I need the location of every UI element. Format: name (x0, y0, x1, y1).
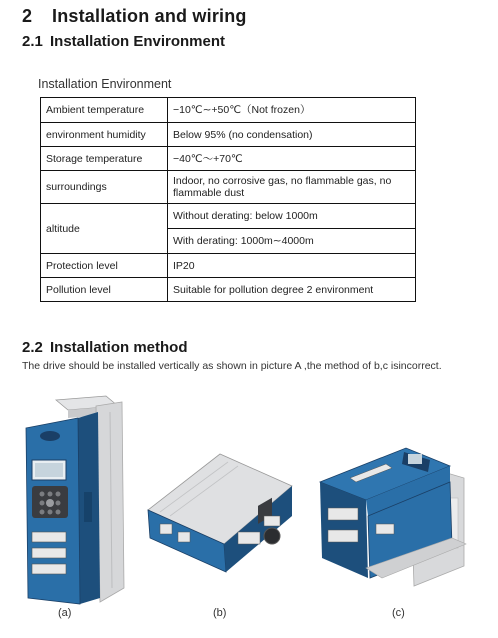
installation-method-text: The drive should be installed vertically as shown in picture A ,the method of b,c isincorrect. (22, 360, 442, 372)
table-row (41, 254, 416, 278)
table-value: Below 95% (no condensation) (168, 123, 416, 147)
table-row (41, 171, 416, 204)
section-title: Installation and wiring (52, 6, 247, 26)
subsection-heading-environment (22, 33, 225, 50)
table-label: Pollution level (41, 278, 168, 302)
table-value: −40℃～+70℃ (168, 147, 416, 171)
table-value: −10℃∼+50℃（Not frozen） (168, 98, 416, 123)
table-label: environment humidity (41, 123, 168, 147)
figure-label-b: (b) (213, 607, 227, 619)
subsection-number: 2.2 (22, 339, 43, 356)
figure-label-a: (a) (58, 607, 72, 619)
table-value: Without derating: below 1000m (168, 204, 416, 229)
table-row (41, 278, 416, 302)
subsection-number: 2.1 (22, 33, 43, 50)
table-value: With derating: 1000m∼4000m (168, 229, 416, 254)
table-label: Ambient temperature (41, 98, 168, 123)
table-caption: Installation Environment (38, 77, 172, 91)
table-label: altitude (41, 204, 168, 254)
table-value: IP20 (168, 254, 416, 278)
table-label: Storage temperature (41, 147, 168, 171)
subsection-title: Installation Environment (50, 33, 226, 50)
table-value: Suitable for pollution degree 2 environment (168, 278, 416, 302)
table-label: surroundings (41, 171, 168, 204)
subsection-heading-method (22, 339, 188, 356)
table-value: Indoor, no corrosive gas, no flammable gas, no flammable dust (168, 171, 416, 204)
section-heading (22, 6, 247, 27)
drive-vertical-image (18, 392, 130, 606)
subsection-title: Installation method (50, 339, 188, 356)
table-row (41, 123, 416, 147)
table-row (41, 204, 416, 229)
section-number: 2 (22, 6, 33, 26)
table-row (41, 98, 416, 123)
drive-tilted-image (310, 438, 474, 598)
table-label: Protection level (41, 254, 168, 278)
figure-label-c: (c) (392, 607, 405, 619)
table-row (41, 147, 416, 171)
drive-horizontal-image (140, 440, 300, 580)
environment-table (40, 97, 416, 302)
